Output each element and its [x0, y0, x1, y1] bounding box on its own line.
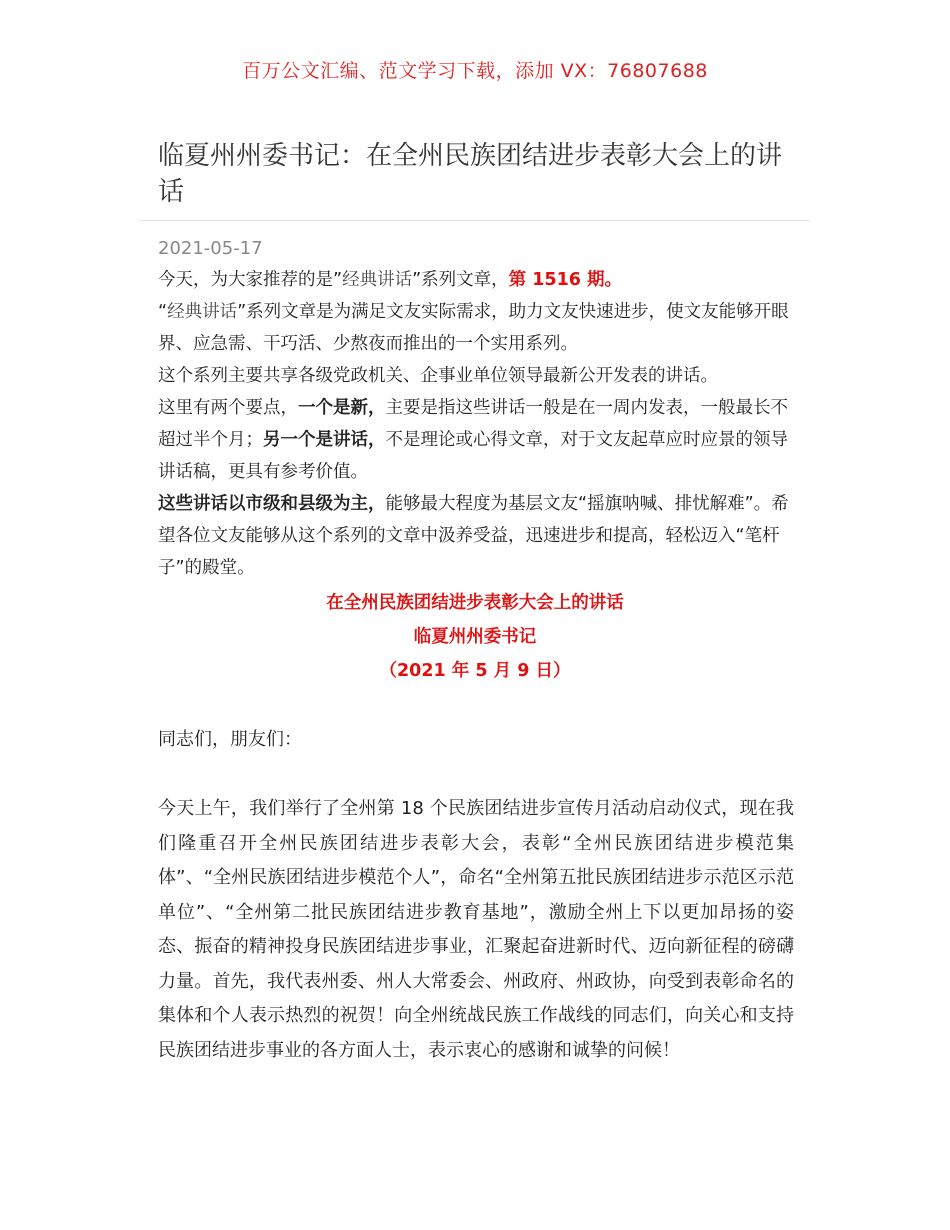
- intro-paragraph-5: [158, 488, 794, 584]
- intro-paragraph-1: [158, 264, 794, 296]
- intro-emphasis: 一个是新，: [298, 398, 386, 418]
- speech-title: 在全州民族团结进步表彰大会上的讲话: [326, 593, 624, 613]
- speech-paragraph: 今天上午，我们举行了全州第 18 个民族团结进步宣传月活动启动仪式，现在我们隆重召开全州民族团结进步表彰大会，表彰“全州民族团结进步模范集体”、“全州民族团结进步模范个人”，命名“全州第五批民族团结进步示范区示范单位”、“全州第二批民族团结进步教育基地”，激励全州上下以更加昂扬的姿态、振奋的精神投身民族团结进步事业，汇聚起奋进新时代、迈向新征程的磅礴力量。首先，我代表州委、州人大常委会、州政府、州政协，向受到表彰命名的集体和个人表示热烈的祝贺！向全州统战民族工作战线的同志们，向关心和支持民族团结进步事业的各方面人士，表示衷心的感谢和诚挚的问候！: [158, 798, 794, 1061]
- intro-emphasis: 另一个是讲话，: [263, 430, 386, 450]
- promo-banner: 百万公文汇编、范文学习下载，添加 VX：76807688: [242, 60, 708, 82]
- intro-paragraph-2: [158, 296, 794, 360]
- intro-text: ”系列文章，: [412, 270, 509, 290]
- intro-paragraph-4: [158, 392, 794, 488]
- intro-text: 今天，为大家推荐的是”: [158, 270, 343, 290]
- series-intro: [158, 264, 794, 584]
- issue-number: 第 1516 期。: [508, 270, 623, 290]
- intro-text: 能够最大程度为基层文友“摇旗呐喊、排忧解难”。希望各位文友能够从这个系列的文章中汲养受益，迅速进步和提高，轻松迈入“笔杆子”的殿堂。: [158, 494, 789, 578]
- intro-text: ”系列文章是为满足文友实际需求，助力文友快速进步，使文友能够开眼界、应急需、干巧活、少熬夜而推出的一个实用系列。: [158, 302, 789, 354]
- series-name: 经典讲话: [342, 270, 413, 290]
- intro-text: 这里有两个要点，: [158, 398, 298, 418]
- title-divider: [140, 220, 810, 221]
- intro-emphasis: 这些讲话以市级和县级为主，: [158, 494, 386, 514]
- intro-paragraph-3: 这个系列主要共享各级党政机关、企事业单位领导最新公开发表的讲话。: [158, 366, 718, 386]
- speech-speaker: 临夏州州委书记: [413, 627, 537, 647]
- intro-text: 主要是指这些讲话一般是在一周内发表，一般最长不超过半个月；: [158, 398, 788, 450]
- speech-date: （2021 年 5 月 9 日）: [379, 661, 571, 681]
- intro-text: “: [158, 302, 168, 322]
- series-name: 经典讲话: [167, 302, 238, 322]
- speech-greeting: 同志们，朋友们：: [158, 729, 302, 750]
- article-title: 临夏州州委书记：在全州民族团结进步表彰大会上的讲话: [158, 141, 783, 207]
- publish-date: 2021-05-17: [158, 238, 263, 259]
- intro-text: 不是理论或心得文章，对于文友起草应时应景的领导讲话稿，更具有参考价值。: [158, 430, 788, 482]
- speech-heading: [0, 586, 950, 688]
